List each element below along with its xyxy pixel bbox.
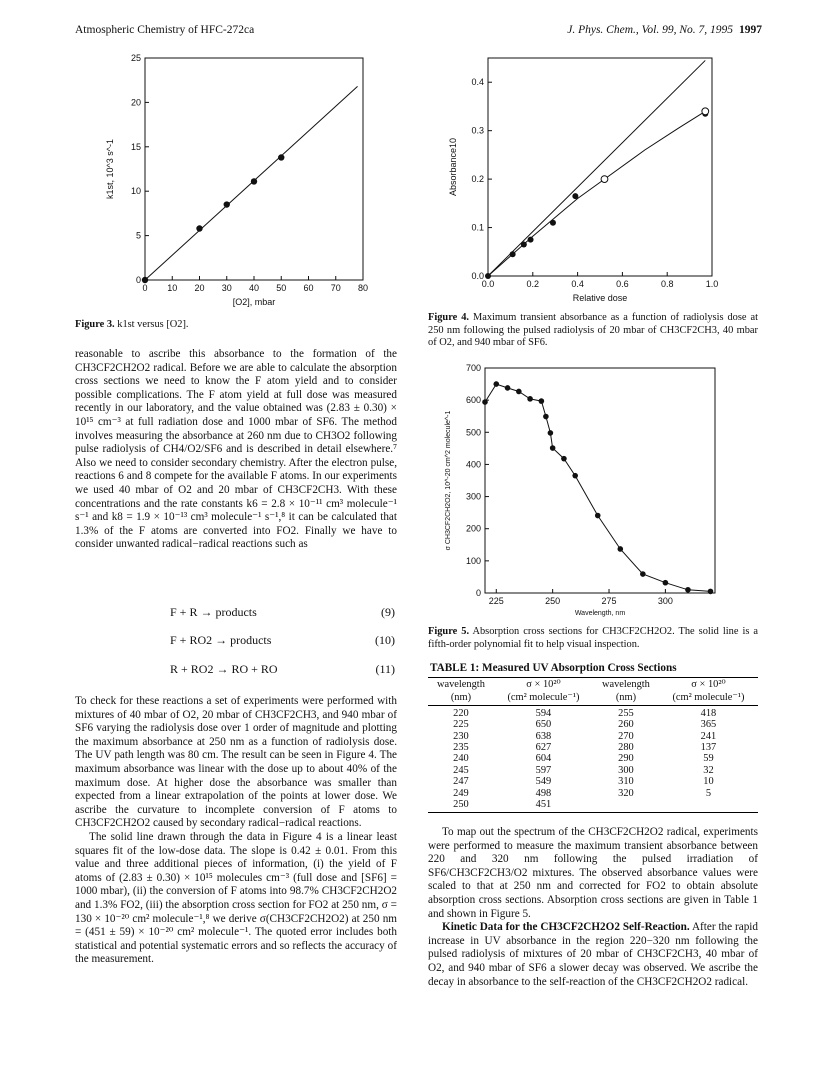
y-tick-label: 100 bbox=[465, 555, 481, 566]
table-cell: 59 bbox=[703, 753, 714, 765]
data-point bbox=[663, 580, 669, 586]
x-tick-label: 10 bbox=[167, 283, 178, 293]
table-cell: 498 bbox=[535, 787, 552, 799]
x-tick-label: 0.4 bbox=[571, 279, 584, 289]
y-tick-label: 25 bbox=[130, 53, 141, 63]
x-tick-label: 250 bbox=[545, 596, 561, 606]
x-tick-label: 0 bbox=[142, 283, 148, 293]
plot-frame bbox=[145, 58, 363, 280]
y-axis-label: k1st, 10^3 s^-1 bbox=[105, 139, 115, 199]
data-point-filled bbox=[485, 273, 491, 279]
figure-4-caption-text: Maximum transient absorbance as a function of radiolysis dose at 250 nm following the pulsed radiolysis of 20 mbar of CH3CF2CH3, 40 mbar of O2, and 940 mbar of SF6. bbox=[428, 312, 758, 349]
table-row bbox=[428, 776, 758, 787]
data-point bbox=[527, 396, 533, 402]
figure-4-label: Figure 4. bbox=[428, 312, 470, 323]
y-tick-label: 10 bbox=[130, 186, 141, 197]
table-cell: 260 bbox=[618, 719, 634, 731]
data-point-filled bbox=[550, 220, 556, 226]
table-row bbox=[428, 705, 758, 719]
x-tick-label: 0.0 bbox=[481, 279, 495, 289]
table-row bbox=[428, 765, 758, 776]
y-tick-label: 0 bbox=[475, 588, 481, 598]
figure-4 bbox=[430, 50, 730, 312]
table-units-row bbox=[428, 691, 758, 705]
table-cell: 290 bbox=[618, 753, 634, 765]
x-tick-label: 300 bbox=[657, 596, 673, 606]
equation-number: (11) bbox=[375, 662, 395, 676]
equation-9 bbox=[170, 605, 395, 620]
table-title: TABLE 1: Measured UV Absorption Cross Sections bbox=[430, 662, 677, 674]
table-cell: 597 bbox=[535, 764, 552, 776]
figure-4-chart bbox=[430, 50, 730, 312]
equation-number: (9) bbox=[381, 605, 395, 619]
table-cell: 627 bbox=[535, 742, 552, 754]
data-point bbox=[548, 430, 554, 436]
data-point-open bbox=[702, 108, 709, 115]
x-tick-label: 225 bbox=[488, 596, 504, 606]
data-point bbox=[196, 225, 202, 231]
running-header-title: Atmospheric Chemistry of HFC-272ca bbox=[75, 24, 255, 36]
section-heading: Kinetic Data for the CH3CF2CH2O2 Self-Reaction. bbox=[442, 921, 690, 934]
data-point bbox=[572, 473, 578, 479]
table-cell bbox=[593, 799, 659, 813]
fit-curve bbox=[485, 384, 711, 591]
column-header: σ × 10²⁰ bbox=[659, 678, 758, 692]
x-tick-label: 0.2 bbox=[526, 279, 540, 289]
data-point bbox=[708, 589, 714, 595]
data-point bbox=[595, 513, 601, 519]
paragraph bbox=[428, 921, 758, 989]
table-cell: 247 bbox=[453, 776, 469, 788]
y-tick-label: 0.0 bbox=[471, 271, 484, 281]
table-cell: 137 bbox=[700, 742, 717, 754]
table-cell: 650 bbox=[535, 719, 552, 731]
column-header: wavelength bbox=[593, 678, 659, 692]
table-cell: 220 bbox=[453, 707, 469, 719]
x-tick-label: 60 bbox=[303, 283, 314, 293]
x-axis-label: [O2], mbar bbox=[232, 297, 276, 307]
x-tick-label: 70 bbox=[330, 283, 341, 293]
table-cell bbox=[659, 799, 758, 813]
data-point-filled bbox=[528, 237, 534, 243]
figure-3 bbox=[75, 50, 395, 330]
data-point-filled bbox=[510, 251, 516, 257]
table-row bbox=[428, 742, 758, 753]
data-point bbox=[550, 445, 556, 451]
y-tick-label: 20 bbox=[130, 97, 141, 108]
table-row bbox=[428, 753, 758, 764]
y-tick-label: 0.2 bbox=[471, 174, 484, 185]
table-cell: 280 bbox=[618, 742, 634, 754]
left-text-1 bbox=[75, 348, 397, 552]
column-header: wavelength bbox=[428, 678, 494, 692]
y-axis-label: σ CH3CF2CH2O2, 10^-20 cm^2 molecule^-1 bbox=[445, 410, 452, 551]
table-cell: 225 bbox=[453, 719, 469, 731]
table-cell: 230 bbox=[453, 730, 469, 742]
y-tick-label: 0.4 bbox=[471, 77, 484, 88]
table-cell: 451 bbox=[494, 799, 593, 813]
table-cell: 418 bbox=[700, 707, 717, 719]
table-cell: 604 bbox=[535, 753, 552, 765]
figure-3-caption bbox=[75, 319, 395, 332]
table-cell: 310 bbox=[618, 776, 634, 788]
paragraph: reasonable to ascribe this absorbance to the formation of the CH3CF2CH2O2 radical. Before we are able to calculate the absorption cross sections we need to know the F atom yield and to consider possible complications. The F atom yield at full dose was measured recently in our laboratory, and the value obtained was (2.83 ± 0.30) × 10¹⁵ cm⁻³ at full radiation dose and 1000 mbar of SF6. The method involves measuring the absorbance at 260 nm due to CH3O2 following pulse radiolysis of CH4/O2/SF6 and is described in detail elsewhere.⁷ Also we need to consider secondary chemistry. After the electron pulse, reactions 6 and 8 compete for the available F atoms. In our experiments we used 40 mbar of O2 and 20 mbar of CH3CF2CH3. With these concentrations and the rate constants k6 = 2.8 × 10⁻¹¹ cm³ molecule⁻¹ s⁻¹ and k8 = 1.9 × 10⁻¹³ cm³ molecule⁻¹ s⁻¹,⁸ it can be calculated that 1.3% of the F atoms are converted into FO2. Finally we have to consider unwanted radical−radical reactions such as bbox=[75, 348, 397, 551]
column-unit: (nm) bbox=[593, 691, 659, 705]
data-point bbox=[539, 398, 545, 404]
column-unit: (cm² molecule⁻¹) bbox=[659, 691, 758, 705]
paragraph: To map out the spectrum of the CH3CF2CH2O2 radical, experiments were performed to measure the maximum transient absorbance between 220 and 320 nm following the pulsed irradiation of SF6/CH3CF2CH3/O2 mixtures. The observed absorbance values were scaled to that at 250 nm and corrected for FO2 to obtain absolute absorption cross sections. Absorption cross sections are given in Table 1 and shown in Figure 5. bbox=[428, 826, 758, 920]
data-point bbox=[543, 414, 549, 420]
data-point bbox=[640, 571, 646, 577]
cross-section-table bbox=[428, 677, 758, 813]
x-tick-label: 30 bbox=[221, 283, 232, 293]
table-cell: 320 bbox=[618, 787, 634, 799]
table-cell: 32 bbox=[703, 764, 714, 776]
equation-11 bbox=[170, 662, 395, 677]
plot-frame bbox=[485, 368, 715, 593]
column-header: σ × 10²⁰ bbox=[494, 678, 593, 692]
data-point bbox=[505, 385, 511, 391]
x-tick-label: 1.0 bbox=[705, 279, 719, 289]
figure-5-caption bbox=[428, 626, 758, 651]
figure-3-caption-text: k1st versus [O2]. bbox=[117, 319, 189, 330]
table-cell: 240 bbox=[453, 753, 469, 765]
y-tick-label: 0.3 bbox=[471, 125, 484, 136]
figure-4-caption bbox=[428, 312, 758, 350]
y-tick-label: 400 bbox=[465, 459, 481, 470]
column-unit: (nm) bbox=[428, 691, 494, 705]
table-header-row bbox=[428, 678, 758, 692]
data-point bbox=[617, 546, 623, 552]
x-tick-label: 80 bbox=[357, 283, 369, 293]
x-axis-label: Relative dose bbox=[572, 293, 628, 303]
table-cell: 300 bbox=[618, 764, 634, 776]
figure-5-caption-text: Absorption cross sections for CH3CF2CH2O2. The solid line is a fifth-order polynomial fit to help visual inspection. bbox=[428, 626, 758, 650]
data-point-open bbox=[601, 176, 608, 183]
y-tick-label: 700 bbox=[465, 363, 481, 373]
table-row bbox=[428, 731, 758, 742]
data-point bbox=[561, 456, 567, 462]
equation-expr: R + RO2 → RO + RO bbox=[170, 662, 278, 676]
y-tick-label: 5 bbox=[135, 230, 141, 241]
table-cell: 241 bbox=[700, 730, 717, 742]
data-point-filled bbox=[521, 242, 527, 248]
figure-3-label: Figure 3. bbox=[75, 319, 115, 330]
y-tick-label: 0.1 bbox=[471, 222, 484, 233]
y-tick-label: 0 bbox=[135, 275, 141, 285]
figure-5-label: Figure 5. bbox=[428, 626, 470, 637]
data-point bbox=[685, 587, 691, 593]
equation-number: (10) bbox=[375, 633, 395, 647]
y-tick-label: 200 bbox=[465, 523, 481, 534]
data-point bbox=[516, 389, 522, 395]
journal-citation bbox=[567, 24, 762, 36]
x-axis-label: Wavelength, nm bbox=[574, 610, 626, 617]
page-number: 1997 bbox=[739, 24, 762, 36]
table-cell: 10 bbox=[703, 776, 714, 788]
table-row bbox=[428, 799, 758, 813]
table-cell: 549 bbox=[535, 776, 552, 788]
data-point bbox=[493, 381, 499, 387]
x-tick-label: 275 bbox=[601, 596, 617, 606]
data-point bbox=[278, 154, 284, 160]
paragraph: To check for these reactions a set of experiments were performed with mixtures of 40 mbar of O2, 20 mbar of CH3CF2CH3, and 940 mbar of SF6 varying the radiolysis dose over 1 order of magnitude and plotting the maximum absorbance at 250 nm as a function of radiolysis dose. The UV path length was 80 cm. The result can be seen in Figure 4. The maximum absorbance was linear with the dose up to about 40% of the maximum dose. At higher dose the absorbance was smaller than expected from a linear extrapolation of the points at lower dose. We ascribe the curvature to incomplete conversion of F atoms to CH3CF2CH2O2 caused by secondary radical−radical reactions. bbox=[75, 695, 397, 830]
table-row bbox=[428, 719, 758, 730]
data-point-filled bbox=[572, 193, 578, 199]
table-cell: 270 bbox=[618, 730, 634, 742]
table-cell: 638 bbox=[535, 730, 552, 742]
y-tick-label: 500 bbox=[465, 427, 481, 438]
table-cell: 249 bbox=[453, 787, 469, 799]
x-tick-label: 0.8 bbox=[660, 279, 674, 289]
paragraph-text: After the rapid increase in UV absorbance in the region 220−320 nm following the pulsed radiolysis of mixtures of 20 mbar of CH3CF2CH3, 40 mbar of O2, and 940 mbar of SF6 a slower decay was observed. We ascribe the decay in absorbance to the self-reaction of the CH3CF2CH2O2 radical. bbox=[428, 921, 758, 988]
x-tick-label: 0.6 bbox=[616, 279, 629, 289]
table-cell: 250 bbox=[428, 799, 494, 813]
fit-line bbox=[488, 60, 705, 276]
paragraph: The solid line drawn through the data in Figure 4 is a linear least squares fit of the low-dose data. The slope is 0.42 ± 0.01. From this value and three additional pieces of information, (i) the yield of F atoms of (2.83 ± 0.30) × 10¹⁵ molecules cm⁻³ (full dose and [SF6] = 1000 mbar), (ii) the conversion of F atoms into 98.7% CH3CF2CH2O2 and 1.3% FO2, (iii) the absorption cross section for FO2 at 250 nm, σ = 130 × 10⁻²⁰ cm² molecule⁻¹,⁸ we derive σ(CH3CF2CH2O2) at 250 nm = (451 ± 59) × 10⁻²⁰ cm² molecule⁻¹. The quoted error includes both statistical and potential systematic errors and so reflects the accuracy of the measurement. bbox=[75, 830, 397, 966]
figure-5-chart bbox=[430, 360, 730, 622]
table-cell: 255 bbox=[618, 707, 634, 719]
data-point bbox=[482, 399, 488, 405]
equation-expr: F + RO2 → products bbox=[170, 633, 272, 647]
x-tick-label: 20 bbox=[194, 283, 205, 293]
figure-5 bbox=[430, 360, 730, 622]
column-unit: (cm² molecule⁻¹) bbox=[494, 691, 593, 705]
curve-line bbox=[488, 111, 705, 276]
data-point bbox=[251, 178, 257, 184]
equation-expr: F + R → products bbox=[170, 605, 257, 619]
table-row bbox=[428, 788, 758, 799]
table-cell: 594 bbox=[535, 707, 552, 719]
right-text bbox=[428, 826, 758, 989]
table-cell: 235 bbox=[453, 742, 469, 754]
data-point bbox=[142, 277, 148, 283]
equation-10 bbox=[170, 633, 395, 648]
x-tick-label: 50 bbox=[276, 283, 287, 293]
journal-info: J. Phys. Chem., Vol. 99, No. 7, 1995 bbox=[567, 24, 733, 36]
left-text-2 bbox=[75, 695, 397, 967]
fit-line bbox=[145, 86, 358, 280]
table-cell: 245 bbox=[453, 764, 469, 776]
y-tick-label: 600 bbox=[465, 395, 481, 406]
y-tick-label: 15 bbox=[130, 141, 141, 152]
table-cell: 365 bbox=[700, 719, 717, 731]
x-tick-label: 40 bbox=[248, 283, 260, 293]
data-point bbox=[224, 201, 230, 207]
table-cell: 5 bbox=[705, 787, 712, 799]
y-axis-label: Absorbance10 bbox=[448, 137, 458, 197]
figure-3-chart bbox=[75, 50, 395, 330]
y-tick-label: 300 bbox=[465, 491, 481, 502]
